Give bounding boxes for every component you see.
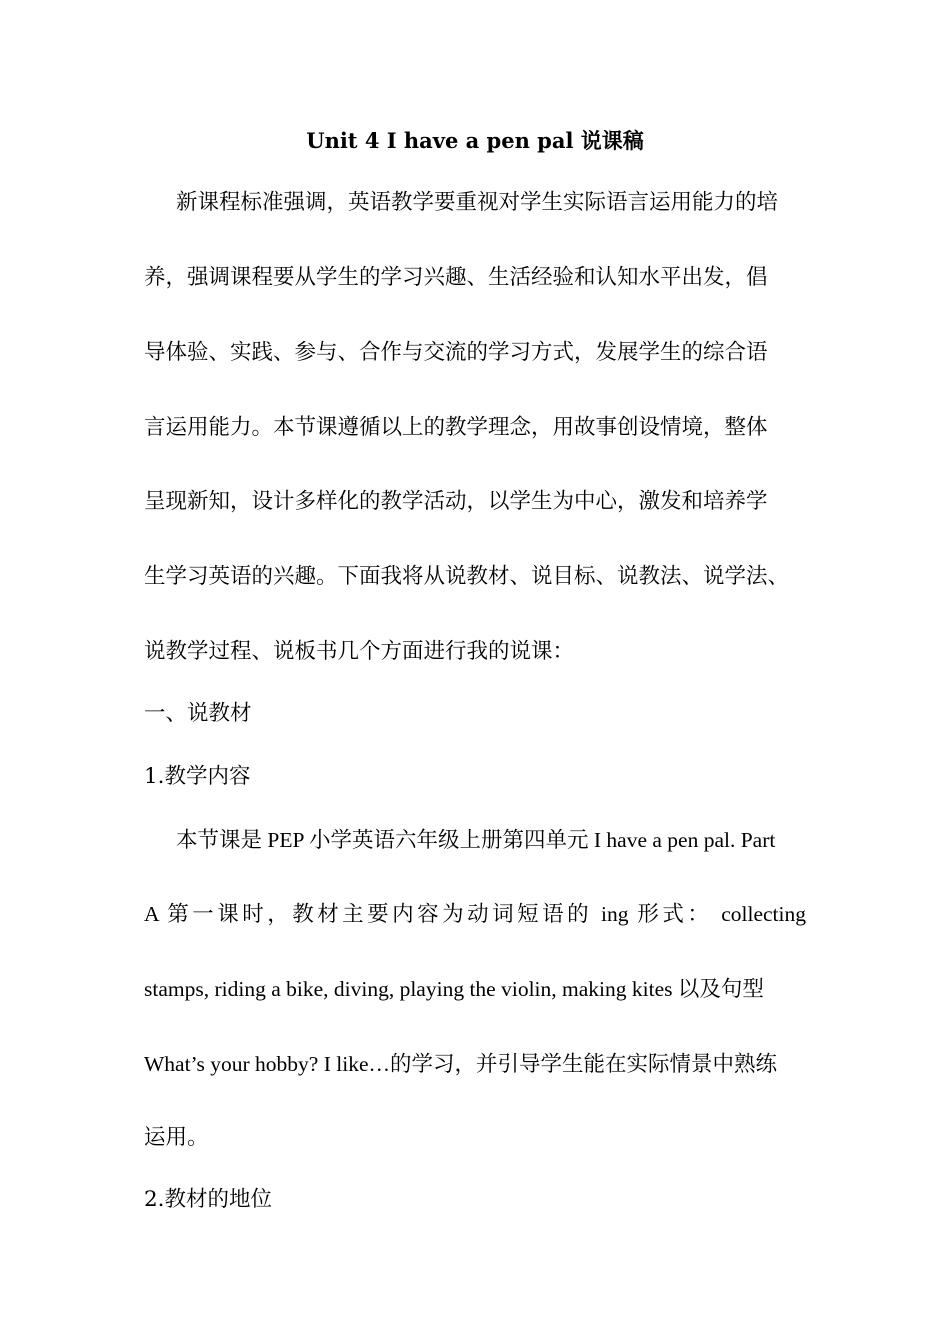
intro-line-3: 导体验、实践、参与、合作与交流的学习方式，发展学生的综合语: [144, 340, 768, 365]
content-line-2: A 第一课时，教材主要内容为动词短语的 ing 形式： collecting: [144, 902, 806, 926]
subsection-heading-teaching-content: 1.教学内容: [144, 764, 251, 789]
section-heading-teaching-material: 一、说教材: [144, 701, 252, 726]
content-line-5: 运用。: [144, 1125, 209, 1150]
intro-line-5: 呈现新知，设计多样化的教学活动，以学生为中心，激发和培养学: [144, 489, 768, 514]
intro-line-2: 养，强调课程要从学生的学习兴趣、生活经验和认知水平出发，倡: [144, 265, 768, 290]
intro-line-6: 生学习英语的兴趣。下面我将从说教材、说目标、说教法、说学法、: [144, 564, 790, 589]
document-title: Unit 4 I have a pen pal 说课稿: [306, 128, 644, 153]
subsection-heading-material-status: 2.教材的地位: [144, 1187, 273, 1212]
intro-line-4: 言运用能力。本节课遵循以上的教学理念，用故事创设情境，整体: [144, 415, 768, 440]
intro-line-7: 说教学过程、说板书几个方面进行我的说课：: [144, 639, 575, 664]
intro-line-1: 新课程标准强调，英语教学要重视对学生实际语言运用能力的培: [176, 190, 779, 215]
content-line-3: stamps, riding a bike, diving, playing the violin, making kites 以及句型: [144, 977, 764, 1001]
content-line-1: 本节课是 PEP 小学英语六年级上册第四单元 I have a pen pal. Part: [176, 828, 776, 852]
content-line-4: What’s your hobby? I like…的学习，并引导学生能在实际情景中熟练: [144, 1052, 778, 1076]
